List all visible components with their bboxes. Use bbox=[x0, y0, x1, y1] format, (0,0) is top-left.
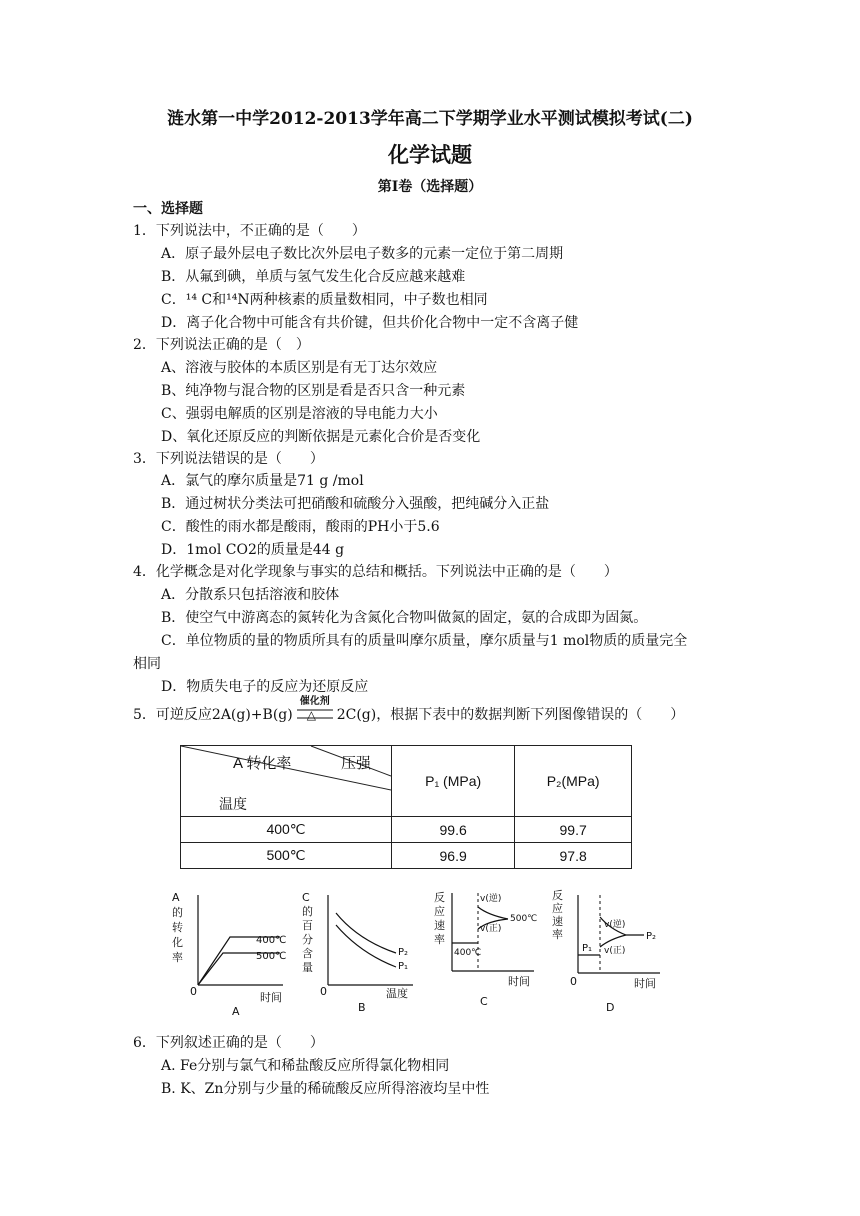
reaction-arrow bbox=[295, 696, 335, 724]
graph-d bbox=[552, 889, 660, 1014]
graph-c-label-reverse: v(逆) bbox=[480, 894, 502, 904]
graph-d-label-forward: v(正) bbox=[604, 946, 626, 956]
question-1-option-c: C．¹⁴ C和¹⁴N两种核素的质量数相同，中子数也相同 bbox=[161, 292, 488, 308]
question-1-option-b: B．从氟到碘，单质与氢气发生化合反应越来越难 bbox=[161, 269, 466, 285]
answer-graphs bbox=[168, 885, 668, 1020]
graph-d-ylabel-1: 应 bbox=[552, 902, 563, 915]
graph-b-series-p2: P₂ bbox=[398, 947, 409, 958]
graph-a-caption: A bbox=[232, 1005, 240, 1018]
question-1-stem: 1．下列说法中，不正确的是（ ） bbox=[133, 223, 366, 239]
graph-c-xlabel: 时间 bbox=[508, 975, 530, 988]
heat-symbol: △ bbox=[306, 708, 316, 722]
table-corner-conversion: A 转化率 bbox=[233, 755, 292, 772]
table-cell-p2: 99.7 bbox=[515, 817, 632, 843]
table-cell-p2: 97.8 bbox=[515, 843, 632, 869]
table-corner-pressure: 压强 bbox=[341, 755, 372, 772]
question-1-option-a: A．原子最外层电子数比次外层电子数多的元素一定位于第二周期 bbox=[161, 246, 564, 262]
graph-a-series-400: 400℃ bbox=[256, 935, 287, 946]
graph-b-ylabel-0: C bbox=[302, 891, 310, 904]
question-4-option-a: A．分散系只包括溶液和胶体 bbox=[161, 587, 340, 603]
graph-a-series-500: 500℃ bbox=[256, 951, 287, 962]
graph-c-label-forward: v(正) bbox=[480, 924, 502, 934]
graph-d-label-p2: P₂ bbox=[646, 931, 657, 942]
graph-b-origin: 0 bbox=[320, 985, 327, 998]
graph-a-origin: 0 bbox=[190, 985, 197, 998]
table-header-p2: P₂(MPa) bbox=[515, 746, 632, 817]
graph-d-origin: 0 bbox=[570, 975, 577, 988]
graph-b-ylabel-5: 量 bbox=[302, 961, 313, 974]
graph-a-ylabel-4: 率 bbox=[172, 951, 183, 964]
table-cell-temp: 400℃ bbox=[181, 817, 392, 843]
question-4-stem: 4．化学概念是对化学现象与事实的总结和概括。下列说法中正确的是（ ） bbox=[133, 564, 618, 580]
graph-c-label-400: 400℃ bbox=[454, 948, 482, 958]
question-5-stem bbox=[133, 696, 685, 724]
catalyst-label: 催化剂 bbox=[299, 696, 330, 707]
question-6-stem: 6．下列叙述正确的是（ ） bbox=[133, 1035, 324, 1051]
section-heading: 一、选择题 bbox=[133, 201, 203, 217]
graph-c-curve-reverse bbox=[478, 907, 508, 919]
graph-b-ylabel-2: 百 bbox=[302, 919, 313, 932]
part-heading: 第Ⅰ卷（选择题） bbox=[377, 179, 483, 195]
graph-d-ylabel-3: 率 bbox=[552, 928, 563, 941]
graph-c-ylabel-1: 应 bbox=[434, 905, 445, 918]
graph-a-ylabel-1: 的 bbox=[172, 906, 183, 919]
graph-d-label-p1: P₁ bbox=[582, 943, 593, 954]
question-1-option-d: D．离子化合物中可能含有共价键，但共价化合物中一定不含离子健 bbox=[161, 315, 579, 331]
question-2-option-d: D、氧化还原反应的判断依据是元素化合价是否变化 bbox=[161, 429, 481, 445]
graph-c-ylabel-2: 速 bbox=[434, 919, 445, 932]
graph-c-label-500: 500℃ bbox=[510, 914, 538, 924]
document-title: 涟水第一中学2012-2013学年高二下学期学业水平测试模拟考试(二) bbox=[167, 109, 693, 129]
graph-a-ylabel-0: A bbox=[172, 891, 180, 904]
question-5-stem-suffix: 2C(g)，根据下表中的数据判断下列图像错误的（ ） bbox=[336, 707, 685, 723]
table-cell-p1: 99.6 bbox=[392, 817, 515, 843]
question-2-stem: 2．下列说法正确的是（ ） bbox=[133, 337, 310, 353]
graph-d-caption: D bbox=[606, 1001, 615, 1014]
graph-c-caption: C bbox=[480, 995, 488, 1008]
graph-c-ylabel-0: 反 bbox=[434, 891, 445, 904]
table-cell-p1: 96.9 bbox=[392, 843, 515, 869]
graph-a-ylabel-2: 转 bbox=[172, 921, 183, 934]
question-4-option-c: C．单位物质的量的物质所具有的质量叫摩尔质量，摩尔质量与1 mol物质的质量完全 bbox=[161, 633, 688, 649]
question-3-option-c: C．酸性的雨水都是酸雨，酸雨的PH小于5.6 bbox=[161, 519, 440, 535]
table-corner-temperature: 温度 bbox=[219, 796, 247, 812]
graph-b bbox=[302, 891, 413, 1014]
question-3-option-d: D．1mol CO2的质量是44 g bbox=[161, 542, 345, 558]
graph-b-ylabel-1: 的 bbox=[302, 905, 313, 918]
graph-c bbox=[434, 891, 537, 1008]
graph-b-xlabel: 温度 bbox=[386, 987, 408, 1000]
graph-d-label-reverse: v(逆) bbox=[604, 920, 626, 930]
graph-b-series-p1: P₁ bbox=[398, 961, 409, 972]
question-3-option-a: A．氯气的摩尔质量是71 g /mol bbox=[161, 473, 364, 489]
graph-b-ylabel-4: 含 bbox=[302, 947, 313, 960]
question-4-option-c-continuation: 相同 bbox=[133, 656, 161, 672]
graph-c-ylabel-3: 率 bbox=[434, 933, 445, 946]
question-5-stem-prefix: 5．可逆反应2A(g)+B(g) bbox=[133, 707, 293, 723]
question-6-option-a: A. Fe分别与氯气和稀盐酸反应所得氯化物相同 bbox=[161, 1058, 450, 1074]
question-3-stem: 3．下列说法错误的是（ ） bbox=[133, 451, 324, 467]
question-2-option-c: C、强弱电解质的区别是溶液的导电能力大小 bbox=[161, 406, 438, 422]
graph-b-curve-p1 bbox=[336, 925, 396, 967]
conversion-table bbox=[180, 745, 632, 869]
question-6-option-b: B. K、Zn分别与少量的稀硫酸反应所得溶液均呈中性 bbox=[161, 1081, 490, 1097]
graph-a-xlabel: 时间 bbox=[260, 991, 282, 1004]
table-cell-temp: 500℃ bbox=[181, 843, 392, 869]
question-4-option-d: D．物质失电子的反应为还原反应 bbox=[161, 679, 369, 695]
table-corner-cell bbox=[181, 746, 392, 817]
question-3-option-b: B．通过树状分类法可把硝酸和硫酸分入强酸，把纯碱分入正盐 bbox=[161, 496, 550, 512]
question-2-option-a: A、溶液与胶体的本质区别是有无丁达尔效应 bbox=[161, 360, 438, 376]
table-header-p1: P₁ (MPa) bbox=[392, 746, 515, 817]
graph-d-ylabel-0: 反 bbox=[552, 889, 563, 902]
document-subtitle: 化学试题 bbox=[388, 143, 472, 167]
graph-a bbox=[172, 891, 286, 1018]
graph-b-caption: B bbox=[358, 1001, 366, 1014]
graph-b-ylabel-3: 分 bbox=[302, 933, 313, 946]
graph-d-ylabel-2: 速 bbox=[552, 915, 563, 928]
question-2-option-b: B、纯净物与混合物的区别是看是否只含一种元素 bbox=[161, 383, 466, 399]
graph-d-xlabel: 时间 bbox=[634, 977, 656, 990]
question-4-option-b: B．使空气中游离态的氮转化为含氮化合物叫做氮的固定，氨的合成即为固氮。 bbox=[161, 610, 648, 626]
graph-a-ylabel-3: 化 bbox=[172, 936, 183, 949]
graph-b-curve-p2 bbox=[336, 913, 396, 953]
